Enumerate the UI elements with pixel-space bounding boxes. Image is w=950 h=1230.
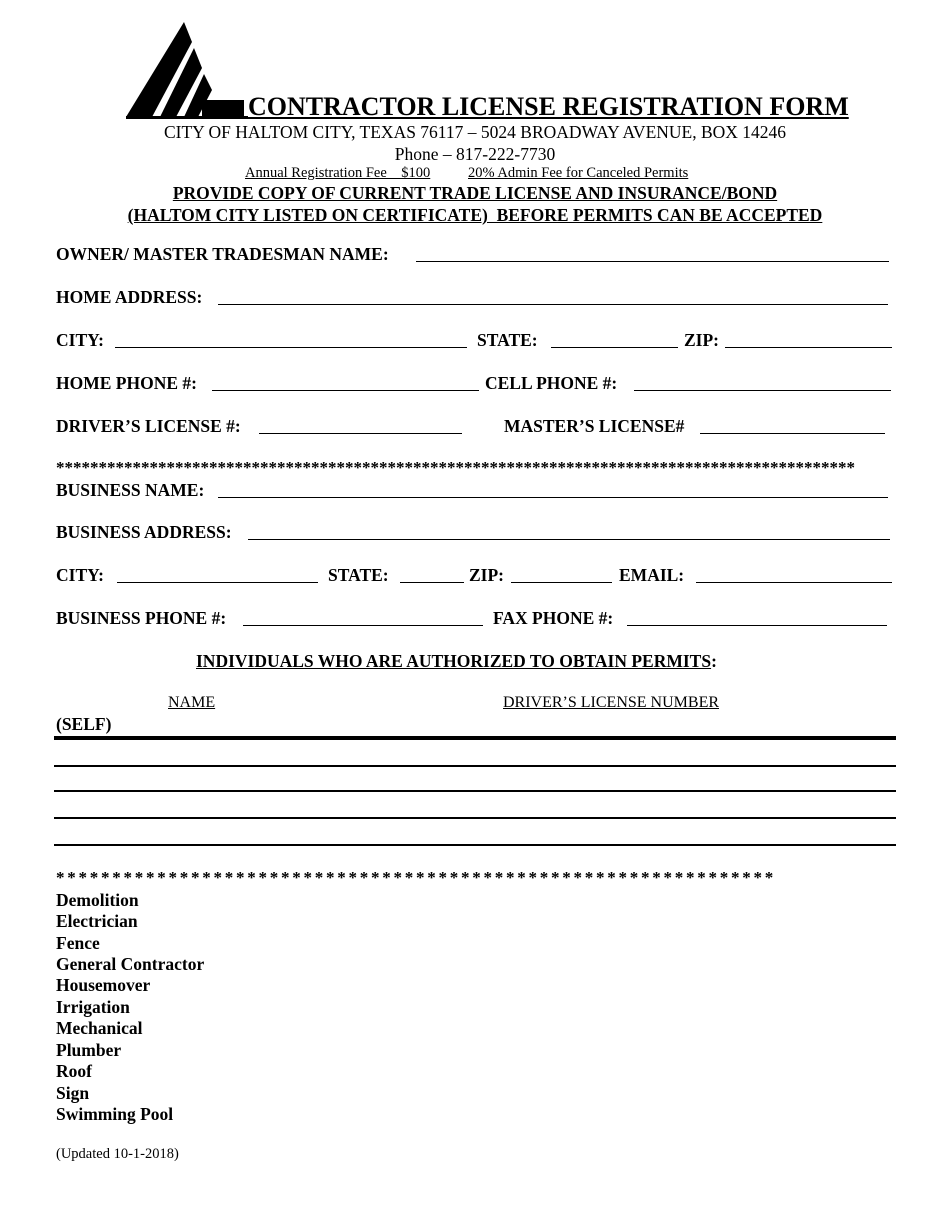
business-address-field[interactable]	[248, 539, 890, 540]
star-separator: **********************************************************************************************	[56, 458, 855, 477]
owner-zip-field[interactable]	[725, 347, 892, 348]
trade-item: Electrician	[56, 911, 138, 931]
authorized-heading-colon: :	[711, 651, 717, 671]
self-label: (SELF)	[56, 714, 112, 734]
trade-item: Fence	[56, 933, 100, 953]
authorized-row[interactable]	[54, 844, 896, 846]
city-logo	[124, 20, 250, 120]
cell-phone-field[interactable]	[634, 390, 891, 391]
column-name-header: NAME	[168, 694, 216, 711]
business-email-label: EMAIL:	[619, 565, 685, 585]
business-phone-label: BUSINESS PHONE #:	[56, 608, 227, 628]
owner-state-label: STATE:	[477, 330, 538, 350]
business-state-label: STATE:	[328, 565, 389, 585]
masters-license-field[interactable]	[700, 433, 885, 434]
business-city-label: CITY:	[56, 565, 104, 585]
trade-item: Plumber	[56, 1040, 122, 1060]
trade-item: Irrigation	[56, 997, 130, 1017]
business-city-field[interactable]	[117, 582, 318, 583]
owner-zip-label: ZIP:	[684, 330, 719, 350]
owner-city-label: CITY:	[56, 330, 104, 350]
owner-state-field[interactable]	[551, 347, 678, 348]
spaced-star-separator: * * * * * * * * * * * * * * * * * * * * * * * * * * * * * * * * * * * * * * * * * * * * * * * * * * * * * * * * * * * * * * * *	[56, 868, 774, 887]
home-phone-field[interactable]	[212, 390, 479, 391]
trade-item: Roof	[56, 1061, 92, 1081]
business-phone-field[interactable]	[243, 625, 483, 626]
drivers-license-field[interactable]	[259, 433, 462, 434]
business-name-label: BUSINESS NAME:	[56, 480, 205, 500]
authorized-heading-text: INDIVIDUALS WHO ARE AUTHORIZED TO OBTAIN PERMITS	[196, 651, 712, 671]
business-state-field[interactable]	[400, 582, 464, 583]
home-address-field[interactable]	[218, 304, 888, 305]
annual-fee: Annual Registration Fee $100	[245, 165, 431, 181]
business-zip-label: ZIP:	[469, 565, 504, 585]
business-zip-field[interactable]	[511, 582, 612, 583]
drivers-license-label: DRIVER’S LICENSE #:	[56, 416, 241, 436]
business-name-field[interactable]	[218, 497, 888, 498]
notice-line-1: PROVIDE COPY OF CURRENT TRADE LICENSE AND INSURANCE/BOND	[172, 183, 778, 203]
business-address-label: BUSINESS ADDRESS:	[56, 522, 232, 542]
owner-name-field[interactable]	[416, 261, 889, 262]
business-email-field[interactable]	[696, 582, 892, 583]
fax-phone-label: FAX PHONE #:	[493, 608, 614, 628]
owner-city-field[interactable]	[115, 347, 467, 348]
trade-item: Swimming Pool	[56, 1104, 174, 1124]
authorized-row[interactable]	[54, 817, 896, 819]
authorized-heading	[196, 651, 717, 672]
authorized-row[interactable]	[54, 765, 896, 767]
cell-phone-label: CELL PHONE #:	[485, 373, 618, 393]
owner-name-label: OWNER/ MASTER TRADESMAN NAME:	[56, 244, 389, 264]
notice-line-2: (HALTOM CITY LISTED ON CERTIFICATE) BEFORE PERMITS CAN BE ACCEPTED	[127, 205, 823, 225]
masters-license-label: MASTER’S LICENSE#	[504, 416, 685, 436]
trade-item: Sign	[56, 1083, 90, 1103]
fax-phone-field[interactable]	[627, 625, 887, 626]
home-address-label: HOME ADDRESS:	[56, 287, 203, 307]
trade-item: General Contractor	[56, 954, 205, 974]
updated-date: (Updated 10-1-2018)	[56, 1146, 179, 1162]
city-phone: Phone – 817-222-7730	[394, 144, 556, 164]
authorized-row-self[interactable]	[54, 736, 896, 740]
home-phone-label: HOME PHONE #:	[56, 373, 197, 393]
form-title: CONTRACTOR LICENSE REGISTRATION FORM	[248, 92, 849, 121]
admin-fee: 20% Admin Fee for Canceled Permits	[468, 165, 689, 181]
trade-item: Demolition	[56, 890, 139, 910]
trade-item: Mechanical	[56, 1018, 143, 1038]
trade-item: Housemover	[56, 975, 151, 995]
city-address: CITY OF HALTOM CITY, TEXAS 76117 – 5024 BROADWAY AVENUE, BOX 14246	[163, 122, 787, 142]
column-license-header: DRIVER’S LICENSE NUMBER	[503, 694, 720, 711]
authorized-row[interactable]	[54, 790, 896, 792]
